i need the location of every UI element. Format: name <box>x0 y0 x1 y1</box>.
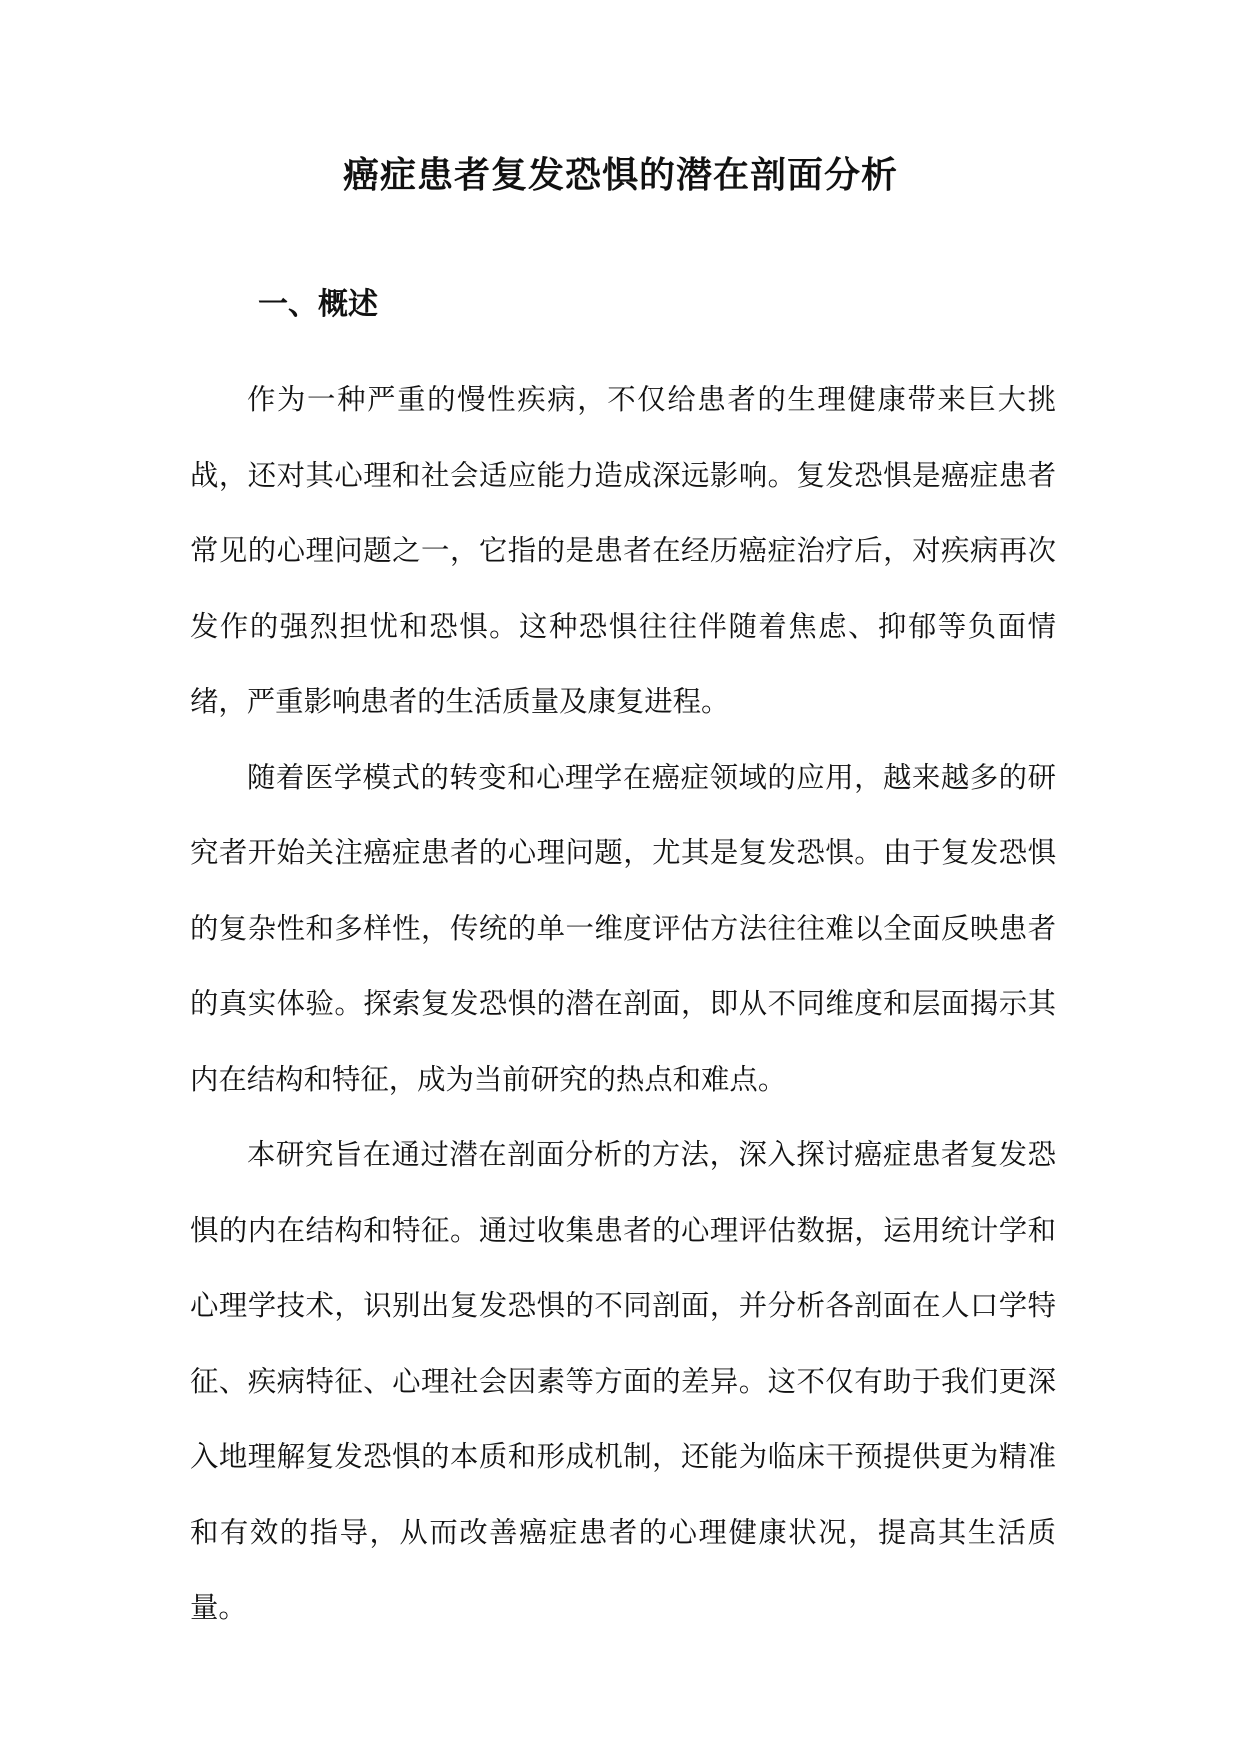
paragraph-2: 随着医学模式的转变和心理学在癌症领域的应用，越来越多的研究者开始关注癌症患者的心理问题，尤其是复发恐惧。由于复发恐惧的复杂性和多样性，传统的单一维度评估方法往往难以全面反映患者的真实体验。探索复发恐惧的潜在剖面，即从不同维度和层面揭示其内在结构和特征，成为当前研究的热点和难点。 <box>190 760 1056 1096</box>
document-title: 癌症患者复发恐惧的潜在剖面分析 <box>342 154 898 196</box>
section-heading: 一、概述 <box>258 287 378 322</box>
paragraph-3: 本研究旨在通过潜在剖面分析的方法，深入探讨癌症患者复发恐惧的内在结构和特征。通过收集患者的心理评估数据，运用统计学和心理学技术，识别出复发恐惧的不同剖面，并分析各剖面在人口学特征、疾病特征、心理社会因素等方面的差异。这不仅有助于我们更深入地理解复发恐惧的本质和形成机制，还能为临床干预提供更为精准和有效的指导，从而改善癌症患者的心理健康状况，提高其生活质量。 <box>190 1138 1056 1624</box>
paragraph-1: 作为一种严重的慢性疾病，不仅给患者的生理健康带来巨大挑战，还对其心理和社会适应能力造成深远影响。复发恐惧是癌症患者常见的心理问题之一，它指的是患者在经历癌症治疗后，对疾病再次发作的强烈担忧和恐惧。这种恐惧往往伴随着焦虑、抑郁等负面情绪，严重影响患者的生活质量及康复进程。 <box>190 383 1056 718</box>
section-body <box>190 362 1056 1646</box>
